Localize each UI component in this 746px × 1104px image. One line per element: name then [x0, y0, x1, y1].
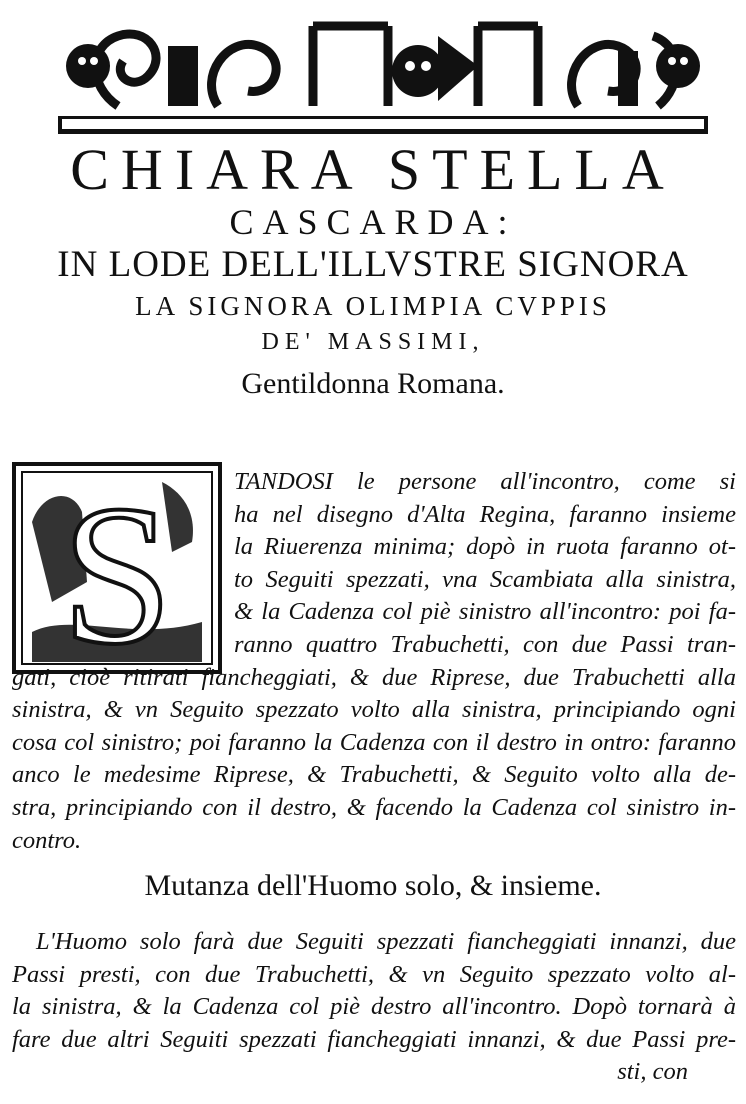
title-line-6: Gentildonna Romana.	[241, 367, 505, 400]
ornamental-headpiece	[58, 6, 708, 136]
paragraph-1-line: TANDOSI le persone all'incontro, come si	[234, 468, 736, 495]
catchword: sti, con	[617, 1058, 688, 1086]
paragraph-2-line: L'Huomo solo farà due Seguiti spezzati fiancheggiati innanzi, due	[36, 928, 736, 955]
title-line-5: DE' MASSIMI,	[261, 329, 485, 355]
title-line-4: LA SIGNORA OLIMPIA CVPPIS	[135, 291, 611, 321]
paragraph-1-line: contro.	[12, 826, 82, 854]
title-line-1: CHIARA STELLA	[70, 137, 676, 202]
title-line-3: IN LODE DELL'ILLVSTRE SIGNORA	[57, 244, 689, 285]
paragraph-2-line: Passi presti, con due Trabuchetti, & vn Seguito spezzato volto al-	[12, 960, 736, 988]
paragraph-2	[12, 926, 736, 1089]
initial-letter: S	[61, 465, 173, 674]
paragraph-1-line: anco le medesime Riprese, & Trabuchetti, & Seguito volto alla de-	[12, 761, 736, 789]
paragraph-1-line: sinistra, & vn Seguito spezzato volto alla sinistra, principiando ogni	[12, 696, 736, 724]
paragraph-1-line: cosa col sinistro; poi faranno la Cadenza con il destro in ontro: faranno	[12, 728, 736, 756]
section-subheading: Mutanza dell'Huomo solo, & insieme.	[144, 869, 602, 902]
paragraph-1-line: stra, principiando con il destro, & facendo la Cadenza col sinistro in-	[12, 793, 736, 821]
paragraph-2-line: fare due altri Seguiti spezzati fiancheggiati innanzi, & due Passi pre-	[12, 1025, 736, 1053]
paragraph-1-line: & la Cadenza col piè sinistro all'incontro: poi fa-	[234, 598, 736, 626]
paragraph-1-line: gati, cioè ritirati fiancheggiati, & due Riprese, due Trabuchetti alla	[12, 663, 736, 691]
paragraph-1-line: ha nel disegno d'Alta Regina, faranno insieme	[234, 500, 736, 528]
title-line-2: CASCARDA:	[229, 202, 517, 242]
paragraph-1-line: ranno quattro Trabuchetti, con due Passi tran-	[234, 630, 736, 658]
title-block	[0, 138, 746, 408]
paragraph-1-line: to Seguiti spezzati, vna Scambiata alla sinistra,	[234, 565, 736, 593]
paragraph-1	[12, 466, 736, 857]
paragraph-2-line: la sinistra, & la Cadenza col piè destro all'incontro. Dopò tornarà à	[12, 993, 736, 1021]
paragraph-1-line: la Riuerenza minima; dopò in ruota faranno ot-	[234, 533, 736, 561]
